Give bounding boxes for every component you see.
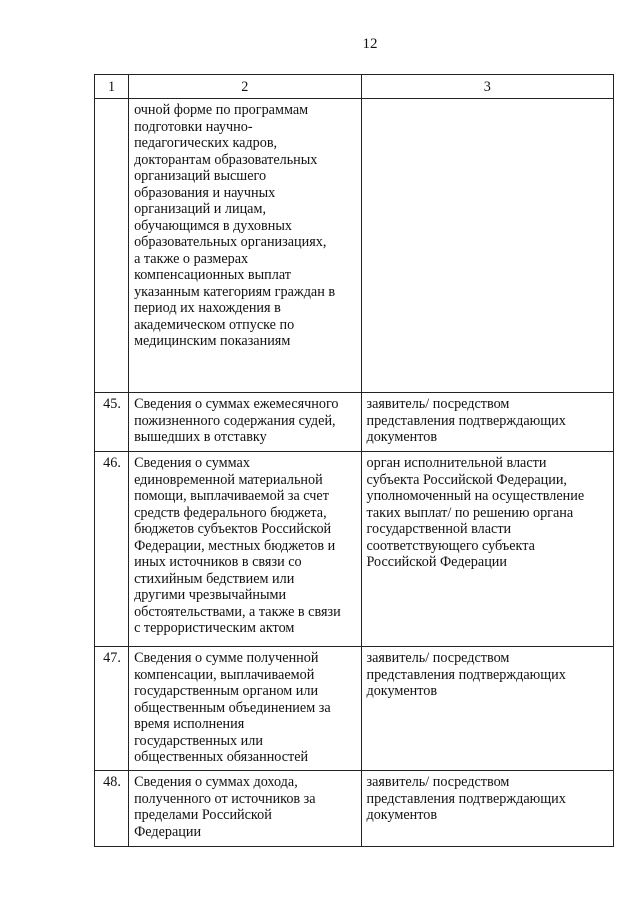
row-number-cell xyxy=(95,647,129,771)
header-col-1: 1 xyxy=(95,75,129,99)
table-row xyxy=(95,393,614,452)
page-number: 12 xyxy=(362,36,378,52)
document-table xyxy=(94,74,614,847)
table-row xyxy=(95,452,614,647)
description-cell xyxy=(129,647,361,771)
table-header-row xyxy=(95,75,614,99)
description-cell xyxy=(129,393,361,452)
row-description: Сведения о сумме полученной компенсации, выплачиваемой государственным органом или общественным объединением за время исполнения государственных или общественных обязанностей xyxy=(134,650,331,765)
row-description: Сведения о суммах единовременной материальной помощи, выплачиваемой за счет средств федерального бюджета, бюджетов субъектов Российской Федерации, местных бюджетов и иных источников в связи со стихийным бедствием или другими чрезвычайными обстоятельствами, а также в связи с террористическим актом xyxy=(134,455,341,636)
row-source: заявитель/ посредством представления подтверждающих документов xyxy=(366,650,566,699)
source-cell xyxy=(361,393,614,452)
header-col-3: 3 xyxy=(361,75,614,99)
header-col-2: 2 xyxy=(129,75,361,99)
row-description: Сведения о суммах ежемесячного пожизненного содержания судей, вышедших в отставку xyxy=(134,396,339,445)
table-row xyxy=(95,771,614,847)
table-row xyxy=(95,99,614,393)
row-source xyxy=(367,99,610,105)
source-cell xyxy=(361,647,614,771)
source-cell xyxy=(361,771,614,847)
row-number: 45. xyxy=(103,396,121,412)
source-cell xyxy=(361,452,614,647)
row-number: 48. xyxy=(103,774,121,790)
description-cell xyxy=(129,99,361,393)
description-cell xyxy=(129,771,361,847)
row-number xyxy=(100,99,124,102)
row-number: 46. xyxy=(103,455,121,471)
row-source: орган исполнительной власти субъекта Российской Федерации, уполномоченный на осуществление таких выплат/ по решению органа государственной власти соответствующего субъекта Российской Федерации xyxy=(366,455,585,570)
row-source: заявитель/ посредством представления подтверждающих документов xyxy=(366,396,566,445)
description-cell xyxy=(129,452,361,647)
source-cell xyxy=(361,99,614,393)
row-number-cell xyxy=(95,393,129,452)
row-number-cell xyxy=(95,771,129,847)
row-number: 47. xyxy=(103,650,121,666)
row-description: очной форме по программам подготовки научно- педагогических кадров, докторантам образовательных организаций высшего образования и научных организаций и лицам, обучающимся в духовных образовательных организациях, а также о размерах компенсационных выплат указанным категориям граждан в период их нахождения в академическом отпуске по медицинским показаниям xyxy=(134,102,336,349)
row-source: заявитель/ посредством представления подтверждающих документов xyxy=(366,774,566,823)
table-row xyxy=(95,647,614,771)
row-number-cell xyxy=(95,452,129,647)
row-description: Сведения о суммах дохода, полученного от источников за пределами Российской Федерации xyxy=(134,774,316,840)
row-number-cell xyxy=(95,99,129,393)
